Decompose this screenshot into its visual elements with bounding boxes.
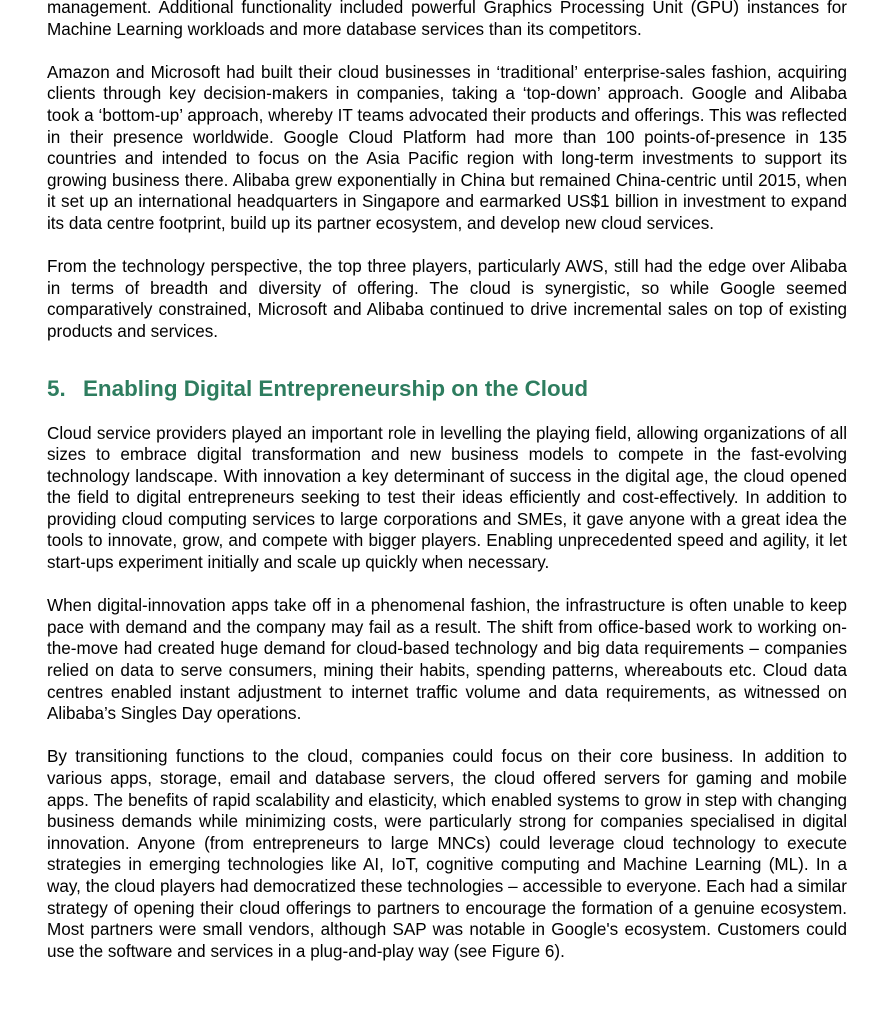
- section-title: Enabling Digital Entrepreneurship on the Cloud: [83, 375, 589, 401]
- paragraph-levelling-playing-field: Cloud service providers played an important role in levelling the playing field, allowing organizations of all sizes to embrace digital transformation and new business models to compete in the fast-evolving technology landscape. With innovation a key determinant of success in the digital age, the cloud opened the field to digital entrepreneurs seeking to test their ideas efficiently and cost-effectively. In addition to providing cloud computing services to large corporations and SMEs, it gave anyone with a great idea the tools to innovate, grow, and compete with bigger players. Enabling unprecedented speed and agility, it let start-ups experiment initially and scale up quickly when necessary.: [47, 423, 847, 573]
- section-heading: [47, 375, 847, 403]
- paragraph-gpu-functionality: management. Additional functionality included powerful Graphics Processing Unit (GPU) instances for Machine Learning workloads and more database services than its competitors.: [47, 0, 847, 39]
- section-number: 5.: [47, 375, 66, 401]
- document-page: [47, 0, 847, 962]
- paragraph-transitioning-to-cloud: By transitioning functions to the cloud, companies could focus on their core business. In addition to various apps, storage, email and database servers, the cloud offered servers for gaming and mobile apps. The benefits of rapid scalability and elasticity, which enabled systems to grow in step with changing business demands while minimizing costs, were particularly strong for companies specialised in digital innovation. Anyone (from entrepreneurs to large MNCs) could leverage cloud technology to execute strategies in emerging technologies like AI, IoT, cognitive computing and Machine Learning (ML). In a way, the cloud players had democratized these technologies – accessible to everyone. Each had a similar strategy of opening their cloud offerings to partners to encourage the formation of a genuine ecosystem. Most partners were small vendors, although SAP was notable in Google's ecosystem. Customers could use the software and services in a plug-and-play way (see Figure 6).: [47, 747, 847, 961]
- paragraph-sales-approach: Amazon and Microsoft had built their cloud businesses in ‘traditional’ enterprise-sales fashion, acquiring clients through key decision-makers in companies, taking a ‘top-down’ approach. Google and Alibaba took a ‘bottom-up’ approach, whereby IT teams advocated their products and offerings. This was reflected in their presence worldwide. Google Cloud Platform had more than 100 points-of-presence in 135 countries and intended to focus on the Asia Pacific region with long-term investments to support its growing business there. Alibaba grew exponentially in China but remained China-centric until 2015, when it set up an international headquarters in Singapore and earmarked US$1 billion in investment to expand its data centre footprint, build up its partner ecosystem, and develop new cloud services.: [47, 62, 847, 233]
- paragraph-infrastructure-demand: When digital-innovation apps take off in a phenomenal fashion, the infrastructure is often unable to keep pace with demand and the company may fail as a result. The shift from office-based work to working on-the-move had created huge demand for cloud-based technology and big data requirements – companies relied on data to serve consumers, mining their habits, spending patterns, whereabouts etc. Cloud data centres enabled instant adjustment to internet traffic volume and data requirements, as witnessed on Alibaba’s Singles Day operations.: [47, 596, 847, 724]
- paragraph-technology-perspective: From the technology perspective, the top three players, particularly AWS, still had the edge over Alibaba in terms of breadth and diversity of offering. The cloud is synergistic, so while Google seemed comparatively constrained, Microsoft and Alibaba continued to drive incremental sales on top of existing products and services.: [47, 257, 847, 341]
